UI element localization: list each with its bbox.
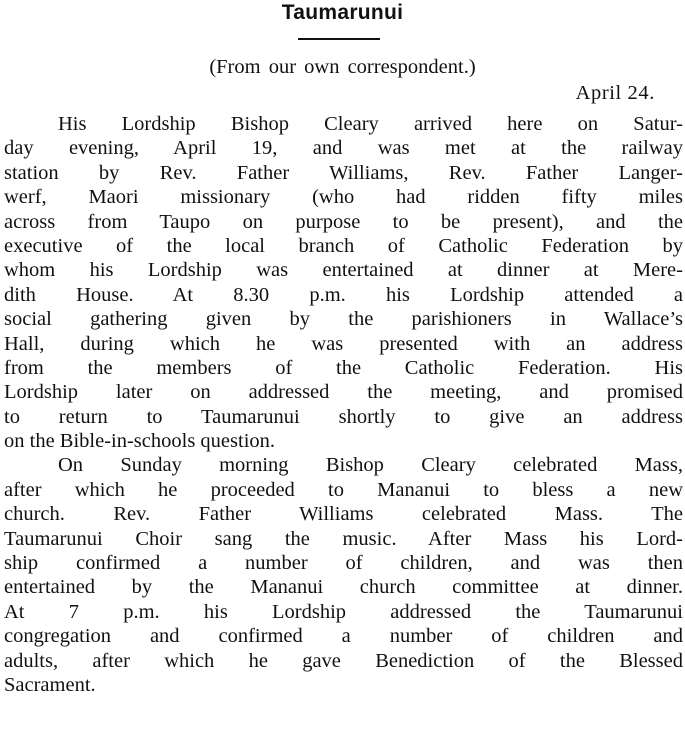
article-headline: Taumarunui	[281, 1, 404, 24]
headline-rule	[298, 38, 380, 40]
paragraph-line: to return to Taumarunui shortly to give an address	[4, 405, 683, 428]
paragraph-line: ship confirmed a number of children, and was then	[4, 552, 683, 575]
paragraph-line: His Lordship Bishop Cleary arrived here on Satur-	[58, 113, 683, 135]
paragraph-line: Taumarunui Choir sang the music. After Mass his Lord-	[4, 527, 683, 550]
paragraph-line: Hall, during which he was presented with an address	[4, 332, 683, 355]
paragraph-line: across from Taupo on purpose to be present), and the	[4, 210, 683, 233]
article-body	[4, 112, 683, 697]
paragraph-line: werf, Maori missionary (who had ridden fifty miles	[4, 186, 683, 209]
paragraph-line: adults, after which he gave Benediction of the Blessed	[4, 649, 683, 672]
article-byline: (From our own correspondent.)	[209, 56, 476, 78]
paragraph-line: dith House. At 8.30 p.m. his Lordship attended a	[4, 283, 683, 306]
article-paragraph	[4, 112, 683, 453]
paragraph-line: On Sunday morning Bishop Cleary celebrated Mass,	[58, 454, 683, 477]
paragraph-line: after which he proceeded to Mananui to bless a new	[4, 478, 683, 501]
paragraph-line: on the Bible-in-schools question.	[4, 430, 276, 453]
paragraph-line: executive of the local branch of Catholic Federation by	[4, 234, 683, 257]
paragraph-line: congregation and confirmed a number of children and	[4, 625, 683, 648]
paragraph-line: Sacrament.	[4, 673, 96, 696]
article-dateline: April 24.	[575, 82, 655, 104]
article-paragraph	[4, 453, 683, 697]
paragraph-line: social gathering given by the parishioners in Wallace’s	[4, 308, 683, 331]
paragraph-line: entertained by the Mananui church committee at dinner.	[4, 576, 683, 599]
paragraph-line: day evening, April 19, and was met at the railway	[4, 137, 683, 160]
paragraph-line: whom his Lordship was entertained at dinner at Mere-	[4, 259, 683, 282]
paragraph-line: from the members of the Catholic Federation. His	[4, 356, 683, 379]
paragraph-line: Lordship later on addressed the meeting, and promised	[4, 381, 683, 404]
paragraph-line: station by Rev. Father Williams, Rev. Father Langer-	[4, 161, 683, 184]
paragraph-line: church. Rev. Father Williams celebrated Mass. The	[4, 503, 683, 526]
paragraph-line: At 7 p.m. his Lordship addressed the Taumarunui	[4, 600, 683, 623]
